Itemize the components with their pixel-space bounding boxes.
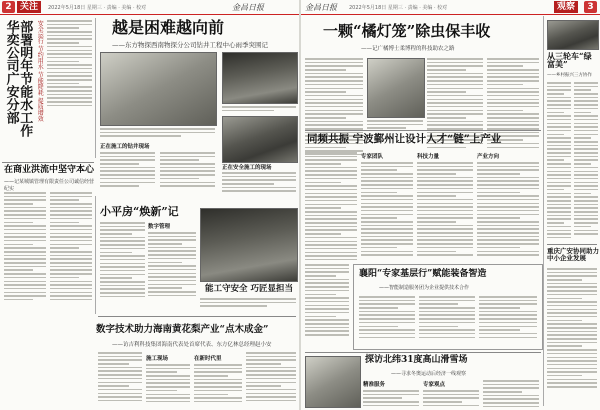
box-text-b <box>419 296 475 340</box>
box-story-subtitle: ——智能制造服务团为企业提供技术合作 <box>379 285 470 291</box>
top-story-title: 一颗“橘灯笼”除虫保丰收 <box>323 22 491 40</box>
ski-resort-photo <box>305 356 361 408</box>
vertical-headline: 部署明年节能水工作 华奕公司广安分部 <box>3 20 33 137</box>
feature-text-c <box>160 152 215 189</box>
middle-text-b <box>361 162 413 258</box>
bottom-text-a <box>98 352 142 404</box>
right-subhead-3: 产业方向 <box>477 154 500 160</box>
subhead-2: 正在安全施工的现场 <box>222 165 272 171</box>
side-text-a <box>547 82 571 241</box>
shed-text-b <box>148 232 196 298</box>
side-text-c <box>547 268 597 390</box>
left-header-info: 2022年5月18日 星期三 · 责编 · 美编 · 校对 <box>48 5 147 11</box>
commerce-story-title: 在商业洪流中坚守本心 <box>4 165 95 175</box>
subhead-5: 在新时代里 <box>194 356 222 362</box>
feature-text-b <box>100 152 155 189</box>
right-page-number: 3 <box>584 1 597 13</box>
box-text-c <box>479 296 537 340</box>
farmer-photo <box>367 58 425 118</box>
right-subhead-5: 专家观点 <box>423 382 446 388</box>
bottom-story-title: 数字技术助力海南黄花梨产业“点木成金” <box>96 324 269 335</box>
subhead-1: 正在施工的钻井现场 <box>100 144 150 150</box>
right-bottom-subtitle: ——寻求冬奥运动后经济一线观察 <box>391 371 467 377</box>
bottom-text-c <box>194 364 242 405</box>
commerce-story-subtitle: ——记某城镇管理有限责任公司诚信经营纪实 <box>4 179 95 192</box>
feature-title: 越是困难越向前 <box>112 18 225 37</box>
drilling-crew-photo <box>100 52 217 126</box>
middle-text-c <box>417 162 473 258</box>
right-newspaper-page <box>301 0 600 410</box>
bottom-r-text-c <box>483 380 539 410</box>
feature-text-a <box>100 128 215 139</box>
right-header-info: 2022年5月18日 星期三 · 责编 · 美编 · 校对 <box>349 5 448 11</box>
right-subhead-1: 专家团队 <box>361 154 384 160</box>
sidebar-photo <box>547 20 599 50</box>
right-col-text-2 <box>222 172 296 194</box>
side-text-b <box>574 82 598 237</box>
right-subhead-2: 科技力量 <box>417 154 440 160</box>
shed-text-a <box>100 222 145 299</box>
bottom-text-d <box>246 352 296 404</box>
right-section-tag: 观察 <box>554 1 578 13</box>
right-page-header <box>301 0 600 15</box>
bottom-text-b <box>146 364 190 405</box>
photo-caption-text <box>200 298 296 309</box>
left-page-number: 2 <box>2 1 15 13</box>
bottom-r-text-b <box>423 390 479 408</box>
commerce-text-a <box>4 192 46 303</box>
right-bottom-title: 探访北纬31度高山滑雪场 <box>365 355 468 365</box>
bottom-story-subtitle: ——访吉利科技集团海南代表处首席代表、东方亿林总经理赵小安 <box>112 342 272 348</box>
side-story-2-title: 重庆广安协同助力中小企业发展 <box>547 247 599 262</box>
feature-subtitle: ——东方物探西南物探分公司钻井工程中心雨季突围记 <box>112 41 268 49</box>
middle-text-d <box>477 162 539 258</box>
top-story-subtitle: ——记广橘博士柔博程的科技助农之路 <box>361 46 455 52</box>
box-text-a <box>359 296 415 340</box>
drill-rig-photo <box>222 52 298 104</box>
right-subhead-4: 精准服务 <box>363 382 386 388</box>
bottom-r-text-a <box>363 390 419 408</box>
middle-text-a <box>305 152 357 263</box>
left-page-header <box>0 0 299 15</box>
left-section-tag: 关注 <box>17 1 41 13</box>
vertical-headline-sub: 安全运行 节约用水 节能降耗 提质增效 <box>36 20 44 122</box>
left-newspaper-page <box>0 0 299 410</box>
right-col-text-1 <box>222 106 296 113</box>
small-shed-title: 小平房“焕新”记 <box>100 205 179 218</box>
subhead-4: 施工现场 <box>146 356 169 362</box>
workers-photo <box>200 208 298 282</box>
left-col-text-1 <box>47 20 92 109</box>
middle-story-title: 同频共振 宁波鄞州让设计人才“链”上产业 <box>307 133 502 145</box>
site-work-photo <box>222 116 298 163</box>
left-of-box-text <box>305 264 349 338</box>
subhead-3: 数字管理 <box>148 224 171 230</box>
box-story-title: 襄阳“专家基层行”赋能装备智造 <box>359 269 487 279</box>
right-masthead: 金昌日报 <box>305 3 337 12</box>
side-story-subtitle: ——乡村振兴三方协作 <box>547 73 592 78</box>
commerce-text-b <box>50 192 92 303</box>
left-masthead: 金昌日报 <box>232 3 264 12</box>
side-story-title: 从三轮车“绿富美” <box>547 51 592 70</box>
photo-caption-title: 能工守安全 巧匠显担当 <box>205 284 293 294</box>
